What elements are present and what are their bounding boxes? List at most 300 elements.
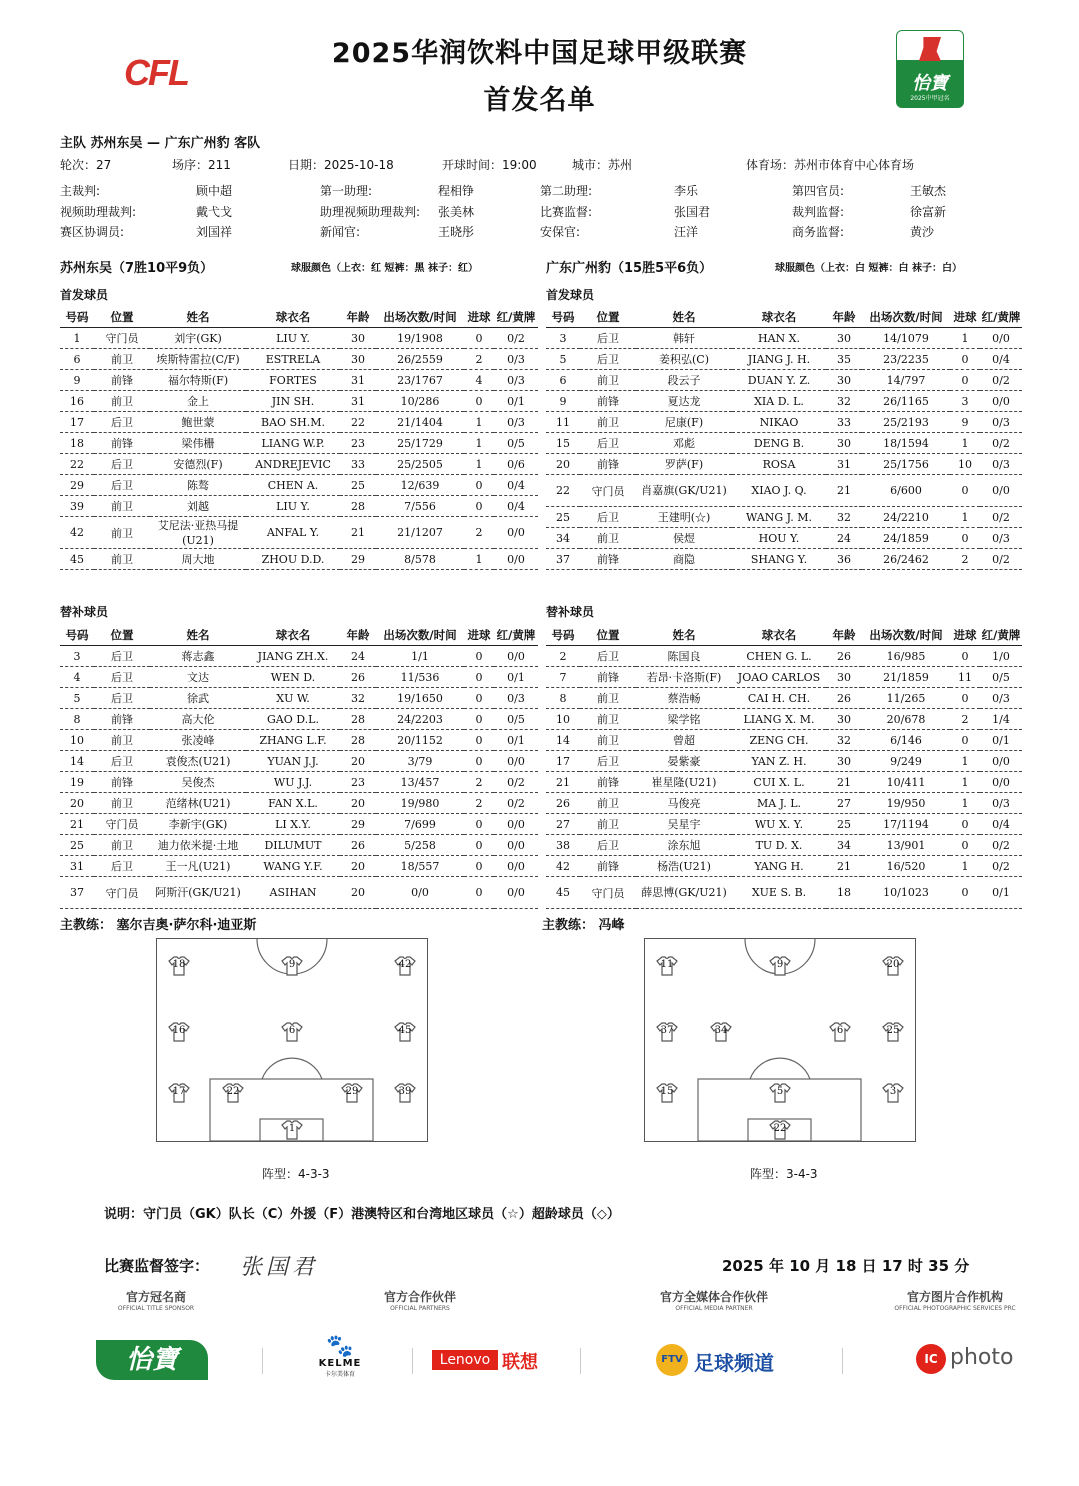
table-cell: 35 bbox=[826, 349, 862, 370]
table-cell: 后卫 bbox=[580, 433, 636, 454]
table-cell: 高大伦 bbox=[150, 709, 246, 730]
table-cell: ROSA bbox=[732, 454, 826, 475]
signature-label: 比赛监督签字： bbox=[104, 1257, 210, 1275]
table-cell: 0/4 bbox=[494, 496, 538, 517]
table-cell: 金上 bbox=[150, 391, 246, 412]
table-cell: 罗萨(F) bbox=[636, 454, 732, 475]
table-cell: 16/985 bbox=[862, 646, 950, 667]
table-cell: DENG B. bbox=[732, 433, 826, 454]
table-cell: 守门员 bbox=[580, 877, 636, 909]
table-cell: WEN D. bbox=[246, 667, 340, 688]
jersey-number: 45 bbox=[398, 1025, 412, 1036]
table-cell: YANG H. bbox=[732, 856, 826, 877]
table-cell: 16 bbox=[60, 391, 94, 412]
table-cell: 5/258 bbox=[376, 835, 464, 856]
table-cell: HAN X. bbox=[732, 328, 826, 349]
table-cell: 前卫 bbox=[580, 709, 636, 730]
table-cell: 17/1194 bbox=[862, 814, 950, 835]
table-cell: 后卫 bbox=[94, 856, 150, 877]
table-cell: 30 bbox=[340, 328, 376, 349]
jersey-number: 42 bbox=[398, 959, 412, 970]
column-header: 进球 bbox=[464, 307, 494, 328]
table-cell: 10 bbox=[546, 709, 580, 730]
column-header: 年龄 bbox=[340, 625, 376, 646]
page-title: 2025华润饮料中国足球甲级联赛 bbox=[331, 38, 748, 69]
table-cell: 1 bbox=[464, 549, 494, 570]
table-row bbox=[546, 646, 1022, 667]
table-cell: 32 bbox=[826, 730, 862, 751]
table-row bbox=[60, 835, 538, 856]
divider bbox=[412, 1348, 413, 1374]
away-starters-label: 首发球员 bbox=[546, 288, 595, 302]
table-cell: 20/1152 bbox=[376, 730, 464, 751]
table-cell: 0 bbox=[464, 328, 494, 349]
partner-title-1: 官方冠名商 bbox=[125, 1290, 186, 1304]
jersey-number: 37 bbox=[660, 1025, 674, 1036]
sponsor-badge-logo bbox=[896, 30, 964, 108]
table-cell: 21/1404 bbox=[376, 412, 464, 433]
table-cell: 18 bbox=[826, 877, 862, 909]
table-row bbox=[60, 391, 538, 412]
table-cell: 0 bbox=[464, 751, 494, 772]
table-cell: 后卫 bbox=[94, 454, 150, 475]
page-subtitle: 首发名单 bbox=[483, 85, 596, 116]
table-cell: 1/0 bbox=[980, 646, 1022, 667]
table-cell: 前锋 bbox=[580, 391, 636, 412]
jersey-number: 6 bbox=[288, 1025, 296, 1036]
table-cell: 16/520 bbox=[862, 856, 950, 877]
column-header: 出场次数/时间 bbox=[862, 625, 950, 646]
table-cell: 9/249 bbox=[862, 751, 950, 772]
table-cell: NIKAO bbox=[732, 412, 826, 433]
official-role: 安保官: bbox=[540, 225, 581, 239]
table-cell: 0/0 bbox=[494, 814, 538, 835]
table-cell: 0/3 bbox=[980, 688, 1022, 709]
table-cell: 42 bbox=[546, 856, 580, 877]
column-header: 红/黄牌 bbox=[494, 625, 538, 646]
official-name: 王敏杰 bbox=[910, 184, 947, 198]
player-jersey-icon bbox=[222, 1083, 244, 1103]
table-cell: 24/2203 bbox=[376, 709, 464, 730]
column-header: 位置 bbox=[94, 307, 150, 328]
lenovo-cn-text: 联想 bbox=[502, 1352, 538, 1373]
table-cell: 后卫 bbox=[580, 835, 636, 856]
table-cell: 14 bbox=[60, 751, 94, 772]
table-cell: 2 bbox=[950, 709, 980, 730]
table-cell: 18/1594 bbox=[862, 433, 950, 454]
jersey-number: 11 bbox=[660, 959, 674, 970]
table-cell: 14 bbox=[546, 730, 580, 751]
table-cell: 26/2559 bbox=[376, 349, 464, 370]
player-jersey-icon bbox=[168, 956, 190, 976]
table-cell: 30 bbox=[826, 667, 862, 688]
player-jersey-icon bbox=[341, 1083, 363, 1103]
home-coach: 主教练： 塞尔吉奥·萨尔科·迪亚斯 bbox=[60, 918, 257, 933]
table-cell: 21/1859 bbox=[862, 667, 950, 688]
column-header: 年龄 bbox=[826, 307, 862, 328]
table-cell: 王建明(☆) bbox=[636, 507, 732, 528]
official-name: 汪洋 bbox=[674, 225, 699, 239]
partner-subtitle-1: OFFICIAL TITLE SPONSOR bbox=[117, 1305, 195, 1312]
table-row bbox=[546, 709, 1022, 730]
table-cell: 10/1023 bbox=[862, 877, 950, 909]
away-subs-label: 替补球员 bbox=[546, 605, 595, 619]
table-cell: YAN Z. H. bbox=[732, 751, 826, 772]
table-cell: 后卫 bbox=[580, 751, 636, 772]
table-cell: 0/2 bbox=[980, 835, 1022, 856]
table-cell: 前卫 bbox=[94, 349, 150, 370]
table-cell: 8/578 bbox=[376, 549, 464, 570]
table-cell: WANG J. M. bbox=[732, 507, 826, 528]
jersey-number: 6 bbox=[836, 1025, 844, 1036]
table-cell: 鲍世蒙 bbox=[150, 412, 246, 433]
table-cell: 埃斯特雷拉(C/F) bbox=[150, 349, 246, 370]
table-cell: 10/411 bbox=[862, 772, 950, 793]
table-cell: 25/1756 bbox=[862, 454, 950, 475]
table-cell: 25 bbox=[60, 835, 94, 856]
table-cell: 20 bbox=[340, 877, 376, 909]
table-cell: 范绪林(U21) bbox=[150, 793, 246, 814]
table-cell: DILUMUT bbox=[246, 835, 340, 856]
table-cell: 后卫 bbox=[580, 349, 636, 370]
table-cell: 0 bbox=[464, 646, 494, 667]
home-formation: 阵型：4-3-3 bbox=[262, 1167, 330, 1181]
table-cell: 6/146 bbox=[862, 730, 950, 751]
table-cell: 0/2 bbox=[980, 370, 1022, 391]
column-header: 姓名 bbox=[150, 307, 246, 328]
partner-title-2: 官方合作伙伴 bbox=[383, 1290, 456, 1304]
official-name: 张国君 bbox=[674, 205, 711, 219]
table-row bbox=[60, 549, 538, 570]
table-cell: JOAO CARLOS bbox=[732, 667, 826, 688]
table-cell: 1 bbox=[950, 433, 980, 454]
player-jersey-icon bbox=[394, 1083, 416, 1103]
table-cell: 0 bbox=[464, 730, 494, 751]
table-cell: 30 bbox=[826, 370, 862, 391]
table-cell: 10 bbox=[60, 730, 94, 751]
table-cell: 侯煜 bbox=[636, 528, 732, 549]
table-cell: 20 bbox=[340, 793, 376, 814]
table-cell: 0 bbox=[950, 688, 980, 709]
table-cell: 2 bbox=[950, 549, 980, 570]
kickoff-time: 开球时间：19:00 bbox=[442, 158, 537, 172]
table-cell: 前锋 bbox=[580, 454, 636, 475]
table-cell: 26 bbox=[340, 835, 376, 856]
table-cell: 文达 bbox=[150, 667, 246, 688]
partner-subtitle-3: OFFICIAL MEDIA PARTNER bbox=[675, 1305, 753, 1312]
official-name: 徐富新 bbox=[910, 205, 947, 219]
table-cell: 前卫 bbox=[580, 688, 636, 709]
table-cell: 0/0 bbox=[980, 475, 1022, 507]
table-cell: 42 bbox=[60, 517, 94, 549]
official-role: 裁判监督: bbox=[792, 205, 845, 219]
table-cell: MA J. L. bbox=[732, 793, 826, 814]
away-subs-table bbox=[546, 625, 1022, 909]
column-header: 姓名 bbox=[150, 625, 246, 646]
table-cell: 11/536 bbox=[376, 667, 464, 688]
table-cell: 28 bbox=[340, 709, 376, 730]
table-cell: 0/2 bbox=[494, 772, 538, 793]
table-cell: 3/79 bbox=[376, 751, 464, 772]
table-row bbox=[60, 751, 538, 772]
official-role: 赛区协调员: bbox=[60, 225, 125, 239]
table-cell: DUAN Y. Z. bbox=[732, 370, 826, 391]
partner-subtitle-4: OFFICIAL PHOTOGRAPHIC SERVICES PRC bbox=[894, 1305, 1016, 1312]
table-cell: 38 bbox=[546, 835, 580, 856]
table-cell: 0/1 bbox=[494, 391, 538, 412]
column-header: 进球 bbox=[464, 625, 494, 646]
table-cell: 夏达龙 bbox=[636, 391, 732, 412]
table-cell: 前卫 bbox=[94, 793, 150, 814]
table-row bbox=[60, 328, 538, 349]
table-cell: 20 bbox=[340, 751, 376, 772]
table-cell: 24/1859 bbox=[862, 528, 950, 549]
table-row bbox=[60, 349, 538, 370]
jersey-number: 16 bbox=[172, 1025, 186, 1036]
table-cell: 后卫 bbox=[94, 646, 150, 667]
match-date: 日期：2025-10-18 bbox=[288, 158, 394, 172]
table-cell: 45 bbox=[60, 549, 94, 570]
table-cell: 前卫 bbox=[580, 370, 636, 391]
table-cell: 李新宇(GK) bbox=[150, 814, 246, 835]
jersey-number: 25 bbox=[886, 1025, 900, 1036]
table-cell: 0/1 bbox=[980, 730, 1022, 751]
column-header: 出场次数/时间 bbox=[862, 307, 950, 328]
table-cell: 3 bbox=[950, 391, 980, 412]
table-row bbox=[546, 328, 1022, 349]
table-cell: 0 bbox=[950, 370, 980, 391]
official-role: 第四官员: bbox=[792, 184, 845, 198]
table-row bbox=[60, 667, 538, 688]
away-coach: 主教练： 冯峰 bbox=[542, 918, 625, 933]
table-cell: 23/2235 bbox=[862, 349, 950, 370]
table-cell: 9 bbox=[546, 391, 580, 412]
official-name: 戴弋戈 bbox=[196, 205, 233, 219]
table-cell: 0 bbox=[950, 646, 980, 667]
column-header: 进球 bbox=[950, 307, 980, 328]
table-cell: 26/1165 bbox=[862, 391, 950, 412]
table-cell: 0 bbox=[950, 528, 980, 549]
table-row bbox=[60, 370, 538, 391]
table-cell: 34 bbox=[546, 528, 580, 549]
table-cell: 19/950 bbox=[862, 793, 950, 814]
table-cell: 26 bbox=[340, 667, 376, 688]
table-cell: 29 bbox=[340, 549, 376, 570]
away-starters-table bbox=[546, 307, 1022, 570]
table-cell: 28 bbox=[340, 496, 376, 517]
table-cell: 0 bbox=[464, 709, 494, 730]
home-subs-table bbox=[60, 625, 538, 909]
partner-title-3: 官方全媒体合作伙伴 bbox=[659, 1290, 768, 1304]
table-cell: 马俊亮 bbox=[636, 793, 732, 814]
table-cell: XU W. bbox=[246, 688, 340, 709]
table-cell: LI X.Y. bbox=[246, 814, 340, 835]
table-cell: 18/557 bbox=[376, 856, 464, 877]
table-cell: 0 bbox=[464, 688, 494, 709]
table-cell: 0/3 bbox=[980, 454, 1022, 475]
table-cell: 11/265 bbox=[862, 688, 950, 709]
table-cell: ANDREJEVIC bbox=[246, 454, 340, 475]
sponsor-badge-text: 怡寶 bbox=[912, 73, 948, 94]
table-cell: 18 bbox=[60, 433, 94, 454]
table-cell: 守门员 bbox=[580, 475, 636, 507]
table-cell: 31 bbox=[340, 391, 376, 412]
table-cell: 13/901 bbox=[862, 835, 950, 856]
table-cell: 若昂·卡洛斯(F) bbox=[636, 667, 732, 688]
official-name: 李乐 bbox=[674, 184, 699, 198]
table-row bbox=[546, 528, 1022, 549]
table-cell: SHANG Y. bbox=[732, 549, 826, 570]
table-cell: 21 bbox=[826, 856, 862, 877]
table-cell: 4 bbox=[60, 667, 94, 688]
table-row bbox=[546, 391, 1022, 412]
home-subs-label: 替补球员 bbox=[60, 605, 109, 619]
table-row bbox=[546, 549, 1022, 570]
player-jersey-icon bbox=[394, 1022, 416, 1042]
table-cell: 守门员 bbox=[94, 328, 150, 349]
table-cell: 0/3 bbox=[494, 412, 538, 433]
table-row bbox=[60, 517, 538, 549]
table-cell: 37 bbox=[60, 877, 94, 909]
table-cell: 1 bbox=[950, 856, 980, 877]
table-cell: 33 bbox=[340, 454, 376, 475]
jersey-number: 9 bbox=[776, 959, 784, 970]
table-cell: 45 bbox=[546, 877, 580, 909]
table-cell: 24 bbox=[826, 528, 862, 549]
table-cell: 23 bbox=[340, 433, 376, 454]
table-cell: 24/2210 bbox=[862, 507, 950, 528]
jersey-number: 1 bbox=[288, 1123, 296, 1134]
table-row bbox=[60, 688, 538, 709]
table-cell: 0/0 bbox=[980, 772, 1022, 793]
table-cell: 后卫 bbox=[94, 667, 150, 688]
table-cell: 26 bbox=[546, 793, 580, 814]
table-cell: 前卫 bbox=[94, 730, 150, 751]
home-kit-colors: 球服颜色（上衣：红 短裤：黑 袜子：红） bbox=[291, 263, 478, 274]
table-cell: 艾尼法·亚热马提(U21) bbox=[150, 517, 246, 549]
table-cell: 0/0 bbox=[494, 646, 538, 667]
table-row bbox=[546, 814, 1022, 835]
player-jersey-icon bbox=[769, 1120, 791, 1140]
table-cell: 前卫 bbox=[580, 814, 636, 835]
table-cell: 安德烈(F) bbox=[150, 454, 246, 475]
table-cell: 34 bbox=[826, 835, 862, 856]
table-cell: 0/0 bbox=[494, 549, 538, 570]
player-jersey-icon bbox=[281, 956, 303, 976]
table-cell: 29 bbox=[340, 814, 376, 835]
table-cell: 25 bbox=[340, 475, 376, 496]
jersey-number: 22 bbox=[226, 1086, 240, 1097]
table-cell: CAI H. CH. bbox=[732, 688, 826, 709]
table-cell: 0/3 bbox=[980, 528, 1022, 549]
away-kit-colors: 球服颜色（上衣：白 短裤：白 袜子：白） bbox=[775, 263, 962, 274]
table-cell: 0 bbox=[950, 349, 980, 370]
table-cell: XIAO J. Q. bbox=[732, 475, 826, 507]
table-row bbox=[60, 877, 538, 909]
table-cell: 21/1207 bbox=[376, 517, 464, 549]
home-formation-pitch bbox=[156, 938, 428, 1142]
away-formation-pitch bbox=[644, 938, 916, 1142]
column-header: 位置 bbox=[94, 625, 150, 646]
table-cell: ANFAL Y. bbox=[246, 517, 340, 549]
table-cell: 2 bbox=[464, 517, 494, 549]
table-cell: 韩轩 bbox=[636, 328, 732, 349]
table-cell: 刘宇(GK) bbox=[150, 328, 246, 349]
table-cell: 19 bbox=[60, 772, 94, 793]
table-row bbox=[546, 688, 1022, 709]
away-formation: 阵型：3-4-3 bbox=[750, 1167, 818, 1181]
player-jersey-icon bbox=[281, 1120, 303, 1140]
table-cell: HOU Y. bbox=[732, 528, 826, 549]
table-cell: 26 bbox=[826, 646, 862, 667]
player-jersey-icon bbox=[656, 956, 678, 976]
table-cell: 23 bbox=[340, 772, 376, 793]
table-row bbox=[60, 793, 538, 814]
table-cell: 前锋 bbox=[580, 856, 636, 877]
table-cell: 0/0 bbox=[494, 835, 538, 856]
table-row bbox=[546, 730, 1022, 751]
table-cell: 21 bbox=[826, 475, 862, 507]
table-cell: 0 bbox=[464, 496, 494, 517]
table-cell: 梁伟栅 bbox=[150, 433, 246, 454]
table-cell: FAN X.L. bbox=[246, 793, 340, 814]
table-cell: 0/0 bbox=[494, 517, 538, 549]
legend-note: 说明：守门员（GK）队长（C）外援（F）港澳特区和台湾地区球员（☆）超龄球员（◇） bbox=[104, 1207, 620, 1222]
table-cell: 0/1 bbox=[494, 667, 538, 688]
jersey-number: 9 bbox=[288, 959, 296, 970]
table-cell: WU X. Y. bbox=[732, 814, 826, 835]
table-cell: 7/699 bbox=[376, 814, 464, 835]
table-cell: LIANG X. M. bbox=[732, 709, 826, 730]
table-row bbox=[546, 835, 1022, 856]
table-cell: 前锋 bbox=[94, 772, 150, 793]
table-cell: ZHANG L.F. bbox=[246, 730, 340, 751]
table-cell: 前卫 bbox=[580, 528, 636, 549]
table-cell: 10/286 bbox=[376, 391, 464, 412]
table-cell: 1 bbox=[950, 328, 980, 349]
column-header: 号码 bbox=[546, 307, 580, 328]
jersey-number: 39 bbox=[398, 1086, 412, 1097]
table-row bbox=[60, 772, 538, 793]
column-header: 进球 bbox=[950, 625, 980, 646]
table-cell: 杨浩(U21) bbox=[636, 856, 732, 877]
column-header: 出场次数/时间 bbox=[376, 625, 464, 646]
table-cell: 27 bbox=[826, 793, 862, 814]
official-name: 程相铮 bbox=[438, 184, 475, 198]
table-cell: 0/3 bbox=[494, 349, 538, 370]
table-cell: 32 bbox=[340, 688, 376, 709]
table-cell: 尼康(F) bbox=[636, 412, 732, 433]
table-cell: LIU Y. bbox=[246, 328, 340, 349]
table-cell: 迪力依米提·土地 bbox=[150, 835, 246, 856]
table-cell: 17 bbox=[546, 751, 580, 772]
table-row bbox=[546, 454, 1022, 475]
table-cell: 1 bbox=[60, 328, 94, 349]
table-cell: 23/1767 bbox=[376, 370, 464, 391]
jersey-number: 20 bbox=[886, 959, 900, 970]
kelme-logo: 🐾 KELME 卡尔美体育 bbox=[312, 1336, 368, 1388]
table-cell: 6 bbox=[60, 349, 94, 370]
table-cell: 前卫 bbox=[94, 517, 150, 549]
table-cell: 20 bbox=[340, 856, 376, 877]
table-cell: 5 bbox=[546, 349, 580, 370]
table-cell: LIU Y. bbox=[246, 496, 340, 517]
table-cell: 31 bbox=[826, 454, 862, 475]
table-cell: 1 bbox=[950, 793, 980, 814]
table-cell: CHEN G. L. bbox=[732, 646, 826, 667]
table-cell: 0/2 bbox=[980, 507, 1022, 528]
match-no: 场序：211 bbox=[172, 158, 231, 172]
